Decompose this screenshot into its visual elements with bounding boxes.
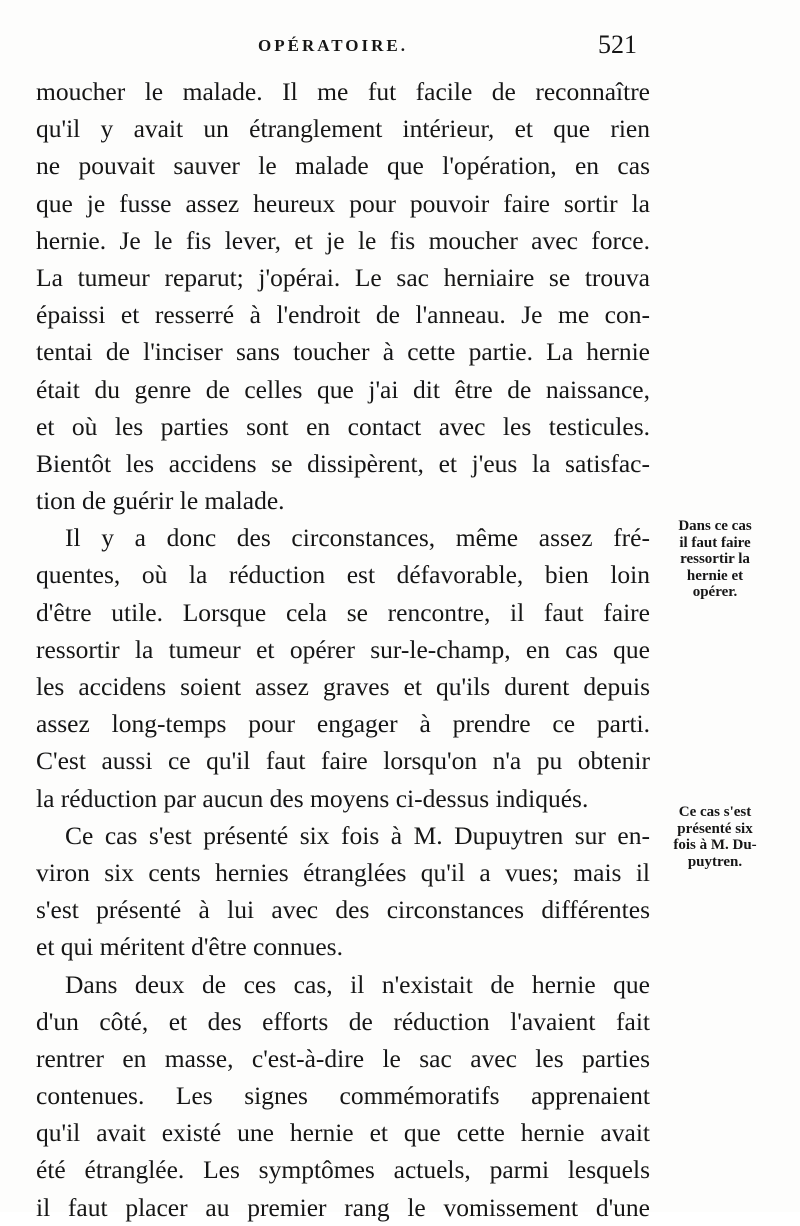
- text-line: qu'il avait existé une hernie et que cette hernie avait: [36, 1118, 650, 1148]
- text-line: C'est aussi ce qu'il faut faire lorsqu'on n'a pu obtenir: [36, 746, 650, 776]
- body-text: [36, 73, 650, 1226]
- text-line: et où les parties sont en contact avec les testicules.: [36, 411, 650, 441]
- text-line: d'être utile. Lorsque cela se rencontre, il faut faire: [36, 597, 650, 627]
- text-line: ressortir la tumeur et opérer sur-le-champ, en cas que: [36, 634, 650, 664]
- margin-note-line: hernie et: [686, 567, 744, 584]
- margin-note-line: présenté six: [677, 820, 753, 837]
- text-line: tentai de l'inciser sans toucher à cette partie. La hernie: [36, 337, 650, 367]
- text-line: contenues. Les signes commémoratifs apprenaient: [36, 1081, 650, 1111]
- text-line: hernie. Je le fis lever, et je le fis moucher avec force.: [36, 225, 650, 255]
- margin-note-line: opérer.: [692, 584, 738, 600]
- text-line: été étranglée. Les symptômes actuels, parmi lesquels: [36, 1155, 650, 1185]
- text-line: la réduction par aucun des moyens ci-dessus indiqués.: [36, 783, 589, 813]
- text-line: La tumeur reparut; j'opérai. Le sac herniaire se trouva: [36, 262, 650, 292]
- text-line: moucher le malade. Il me fut facile de reconnaître: [36, 77, 650, 106]
- text-line: et qui méritent d'être connues.: [36, 932, 343, 962]
- paragraph-start-line: Dans deux de ces cas, il n'existait de hernie que: [65, 969, 650, 999]
- text-line: s'est présenté à lui avec des circonstances différentes: [36, 895, 650, 925]
- text-line: était du genre de celles que j'ai dit être de naissance,: [36, 374, 650, 404]
- margin-note-line: puytren.: [687, 853, 743, 870]
- text-line: assez long-temps pour engager à prendre ce parti.: [36, 709, 650, 739]
- margin-note-line: il faut faire: [679, 534, 751, 551]
- text-line: que je fusse assez heureux pour pouvoir faire sortir la: [36, 188, 650, 218]
- text-line: il faut placer au premier rang le vomissement d'une: [36, 1192, 650, 1222]
- running-title: OPÉRATOIRE.: [258, 36, 408, 55]
- text-line: ne pouvait sauver le malade que l'opération, en cas: [36, 151, 650, 181]
- text-line: viron six cents hernies étranglées qu'il a vues; mais il: [36, 857, 650, 887]
- text-line: d'un côté, et des efforts de réduction l'avaient fait: [36, 1006, 650, 1036]
- text-line: Bientôt les accidens se dissipèrent, et j'eus la satisfac-: [36, 448, 650, 478]
- running-head: [0, 30, 800, 60]
- paragraph-start-line: Ce cas s'est présenté six fois à M. Dupuytren sur en-: [65, 820, 650, 850]
- text-line: rentrer en masse, c'est-à-dire le sac avec les parties: [36, 1043, 650, 1073]
- margin-note: [660, 804, 770, 870]
- text-line: quentes, où la réduction est défavorable, bien loin: [36, 560, 650, 590]
- margin-note: [660, 518, 770, 601]
- margin-note-line: Dans ce cas: [678, 518, 752, 534]
- margin-note-line: ressortir la: [680, 551, 750, 567]
- margin-note-line: fois à M. Du-: [673, 837, 757, 853]
- text-line: qu'il y avait un étranglement intérieur, et que rien: [36, 114, 650, 144]
- text-line: tion de guérir le malade.: [36, 486, 285, 516]
- text-line: épaissi et resserré à l'endroit de l'anneau. Je me con-: [36, 300, 650, 330]
- page-number: 521: [598, 30, 637, 59]
- margin-note-line: Ce cas s'est: [678, 804, 752, 820]
- text-line: les accidens soient assez graves et qu'ils durent depuis: [36, 672, 650, 701]
- paragraph-start-line: Il y a donc des circonstances, même assez fré-: [65, 523, 650, 553]
